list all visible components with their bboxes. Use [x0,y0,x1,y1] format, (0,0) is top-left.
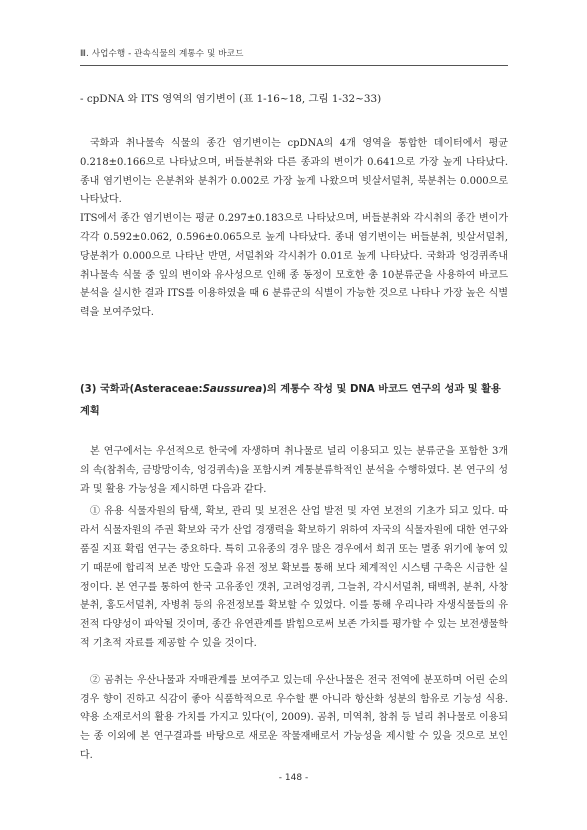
section-title [80,379,508,423]
paragraph-item-2: ② 곰취는 우산나물과 자매관계를 보여주고 있는데 우산나물은 전국 전역에 분포하며 어린 순의 경우 향이 진하고 식감이 좋아 식품학적으로 우수할 뿐 아니라 항산화 성분의 함유로 기능성 식용. 약용 소재로서의 활용 가치를 가지고 있다(이, 2009). 곰취, 미역취, 참취 등 널리 취나물로 이용되는 종 이외에 본 연구결과를 바탕으로 새로운 작물재배로서 가능성을 제시할 수 있을 것으로 보인다. [80,674,508,761]
subheading-cpdna-its: - cpDNA 와 ITS 영역의 염기변이 (표 1-16~18, 그림 1-32~33) [80,93,382,105]
running-header [80,47,508,66]
page-number: - 148 - [278,773,309,783]
paragraph-intro: 본 연구에서는 우선적으로 한국에 자생하며 취나물로 널리 이용되고 있는 분류군을 포함한 3개의 속(참취속, 금방망이속, 엉겅퀴속)을 포함시켜 계통분류학적인 분석을 수행하였다. 본 연구의 성과 및 활용 가능성을 제시하면 다음과 같다. [80,445,508,495]
section-title-suffix: )의 계통수 작성 및 DNA 바코드 연구의 성과 및 활용계획 [80,383,501,417]
section-title-prefix: (3) 국화과(Asteraceae: [80,383,203,395]
paragraph-its-variation: ITS에서 종간 염기변이는 평균 0.297±0.183으로 나타났으며, 버들분취와 각시취의 종간 변이가 각각 0.592±0.062, 0.596±0.065으로 높게 나타났다. 종내 염기변이는 버들분취, 빗살서덜취, 당분취가 0.000으로 나타난 반면, 서덜취와 각시취가 0.01로 높게 나타났다. 국화과 엉겅퀴족내 취나물속 식물 중 잎의 변이와 유사성으로 인해 종 동정이 모호한 총 10분류군을 사용하여 바코드 분석을 실시한 결과 ITS를 이용하였을 때 6 분류군의 식별이 가능한 것으로 나타나 가장 높은 식별력을 보여주었다. [80,213,508,319]
section-title-genus: Saussurea [202,383,263,395]
paragraph-cpdna-variation: 국화과 취나물속 식물의 종간 염기변이는 cpDNA의 4개 영역을 통합한 데이터에서 평균 0.218±0.166으로 나타났으며, 버들분취와 다른 종과의 변이가 0.641으로 가장 높게 나타났다. 종내 염기변이는 은분취와 분취가 0.002로 가장 높게 나왔으며 빗살서덜취, 북분취는 0.000으로 나타났다. [80,138,508,206]
paragraph-item-1: ① 유용 식물자원의 탐색, 확보, 관리 및 보전은 산업 발전 및 자연 보전의 기초가 되고 있다. 따라서 식물자원의 주권 확보와 국가 산업 경쟁력을 확보하기 위하여 자국의 식물자원에 대한 연구와 품질 지표 확립 연구는 중요하다. 특히 고유종의 경우 많은 경우에서 희귀 또는 멸종 위기에 놓여 있기 때문에 합리적 보존 방안 도출과 유전 정보 확보를 통해 보다 체계적인 시스템 구축은 시급한 실정이다. 본 연구를 통하여 한국 고유종인 갯취, 고려엉겅퀴, 그늘취, 각시서덜취, 태백취, 분취, 사창분취, 홍도서덜취, 자병취 등의 유전정보를 확보할 수 있었다. 이를 통해 우리나라 자생식물들의 유전적 다양성이 파악될 것이며, 종간 유연관계를 밝힘으로써 보존 가치를 평가할 수 있는 보전생물학적 기초적 자료를 제공할 수 있을 것이다. [80,506,508,649]
page-body [80,90,508,766]
running-title: Ⅲ. 사업수행 - 관속식물의 계통수 및 바코드 [80,49,244,59]
